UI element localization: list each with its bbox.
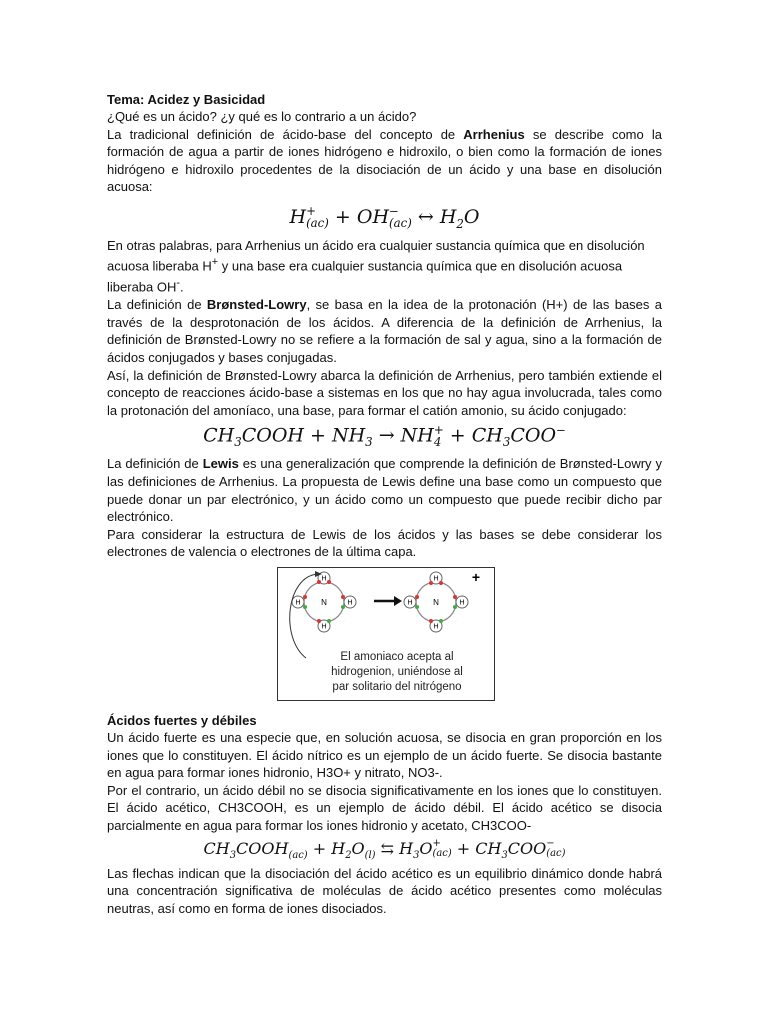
nitrogen-atom-left: N [321,598,327,608]
question-line: ¿Qué es un ácido? ¿y qué es lo contrario a un ácido? [107,109,417,124]
svg-text:H: H [321,623,327,631]
equation-acetic-acid: $CH_3COOH_{(ac)} + H_2O_{(l)}$ ⇆ $H_3O$ + (ac) + $CH_3COO$ − (ac) [203,838,566,861]
figure-caption: El amoniaco acepta al hidrogenion, uniéndose al par solitario del nitrógeno [331,651,463,694]
equation-ammonium: $CH_3COOH + NH_3$ → NH + 4 + $CH_3COO^-$ [203,422,566,450]
paragraph-weak-acid: Por el contrario, un ácido débil no se disocia significativamente en los iones que lo constituyen. El ácido acético, CH3COOH, es un ejemplo de ácido débil. El ácido acético se disocia parcialmente en agua para formar los iones hidronio y acetato, CH3COO- [107,782,662,834]
svg-text:H: H [295,599,301,607]
svg-text:H: H [407,599,413,607]
positive-charge: + [471,569,481,586]
svg-text:H: H [459,599,465,607]
term-lewis: Lewis [202,456,239,472]
section-title-acids: Ácidos fuertes y débiles [107,713,257,729]
page-title: Tema: Acidez y Basicidad [107,92,266,107]
svg-text:H: H [433,623,439,631]
lewis-ammonia-figure [277,567,495,701]
paragraph-equilibrium: Las flechas indican que la disociación del ácido acético es un equilibrio dinámico donde habrá una concentración significativa de moléculas de ácido acético presentes como moléculas neutras, así como en forma de iones disociados. [107,865,662,916]
paragraph-lewis-structure: Para considerar la estructura de Lewis de los ácidos y las bases se debe considerar los electrones de valencia o electrones de la última capa. [107,526,662,560]
svg-text:H: H [321,575,327,583]
document-page [107,91,662,918]
paragraph-bronsted-extension: Así, la definición de Brønsted-Lowry abarca la definición de Arrhenius, pero también extiende el concepto de reacciones ácido-base a sistemas en los que no hay agua involucrada, tales como la protonación del amoníaco, una base, para formar el catión amonio, su ácido conjugado: [107,367,662,418]
svg-text:H: H [433,575,439,583]
paragraph-bronsted-lowry: La definición de Brønsted-Lowry, se basa en la idea de la protonación (H+) de las bases a través de la desprotonación de los ácidos. A diferencia de la definición de Arrhenius, la definición de Brønsted-Lowry no se refiere a la formación de sal y agua, sino a la formación de ácidos conjugados y bases conjugadas. [107,297,662,365]
svg-text:H: H [347,599,353,607]
paragraph-arrhenius: La tradicional definición de ácido-base del concepto de Arrhenius se describe como la formación de agua a partir de iones hidrógeno e hidroxilo, o bien como la formación de iones hidrógeno e hidroxilo procedentes de la disociación de un ácido y una base en disolución acuosa: [107,126,662,195]
term-bronsted-lowry: Brønsted-Lowry [206,297,307,313]
term-arrhenius: Arrhenius [463,126,525,142]
nitrogen-atom-right: N [433,598,439,608]
equation-arrhenius: H + (ac) + OH − (ac) ↔ $H_2O$ [289,204,480,231]
paragraph-strong-acid: Un ácido fuerte es una especie que, en solución acuosa, se disocia en gran proporción en los iones que lo constituyen. El ácido nítrico es un ejemplo de un ácido fuerte. Se disocia bastante en agua para formar iones hidronio, H3O+ y nitrato, NO3-. [107,730,662,781]
pointer-arc [290,574,318,658]
paragraph-arrhenius-summary: En otras palabras, para Arrhenius un ácido era cualquier sustancia química que en disolución acuosa liberaba H+ y una base era cualquier sustancia química que en disolución acuosa liberaba OH-. [107,237,645,295]
paragraph-lewis: La definición de Lewis es una generalización que comprende la definición de Brønsted-Lowry y las definiciones de Arrhenius. La propuesta de Lewis define una base como un compuesto que puede donar un par electrónico, y un ácido como un compuesto que puede recibir dicho par electrónico. [107,456,662,525]
